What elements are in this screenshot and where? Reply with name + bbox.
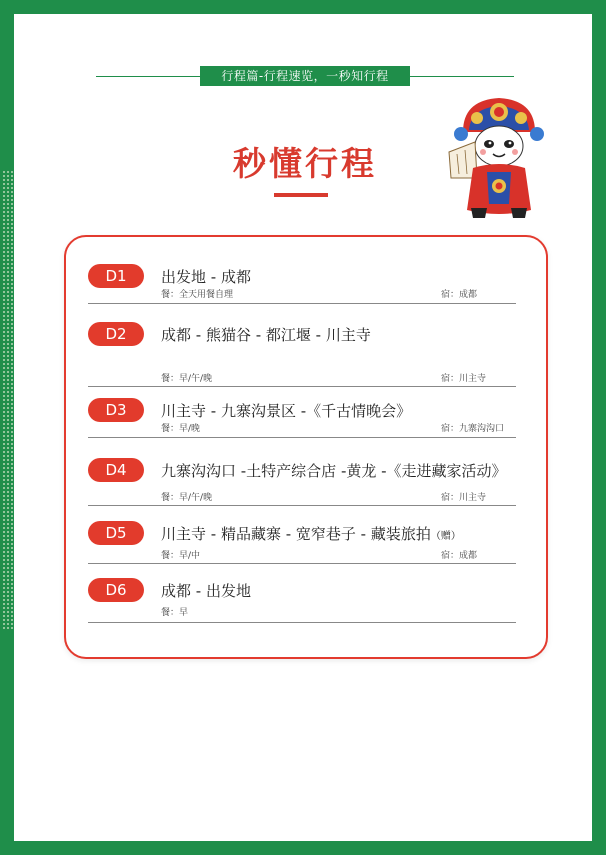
day-badge: D5 [88, 521, 144, 545]
page-title: 秒懂行程 [233, 144, 377, 183]
day-accommodation: 宿：九寨沟沟口 [441, 424, 505, 434]
day-divider [88, 303, 516, 304]
day-divider [88, 386, 516, 387]
sichuan-opera-mascot-illustration [443, 92, 555, 222]
day-accommodation: 宿：川主寺 [441, 374, 487, 384]
day-accommodation: 宿：成都 [441, 290, 478, 300]
day-badge: D6 [88, 578, 144, 602]
day-meals: 餐：全天用餐自理 [161, 290, 234, 300]
day-meals: 餐：早/午/晚 [161, 374, 213, 384]
day-route: 川主寺 - 九寨沟景区 -《千古情晚会》 [161, 402, 412, 420]
day-meals: 餐：早/中 [161, 551, 201, 561]
day-badge: D4 [88, 458, 144, 482]
day-route: 九寨沟沟口 -土特产综合店 -黄龙 -《走进藏家活动》 [161, 462, 507, 480]
day-accommodation: 宿：川主寺 [441, 493, 487, 503]
gift-note: （赠） [430, 531, 461, 542]
day-route: 川主寺 - 精品藏寨 - 宽窄巷子 - 藏装旅拍（赠） [161, 525, 461, 543]
day-badge: D2 [88, 322, 144, 346]
day-route: 成都 - 熊猫谷 - 都江堰 - 川主寺 [161, 326, 371, 344]
day-accommodation: 宿：成都 [441, 551, 478, 561]
day-badge: D3 [88, 398, 144, 422]
day-meals: 餐：早 [161, 608, 189, 618]
day-divider [88, 505, 516, 506]
ribbon-line-left [96, 76, 206, 77]
day-meals: 餐：早/晚 [161, 424, 201, 434]
day-divider [88, 622, 516, 623]
decorative-dot-pattern [2, 170, 14, 630]
day-route: 出发地 - 成都 [161, 268, 251, 286]
ribbon-line-right [404, 76, 514, 77]
day-badge: D1 [88, 264, 144, 288]
title-underline [274, 193, 328, 197]
day-divider [88, 563, 516, 564]
section-ribbon: 行程篇-行程速览，一秒知行程 [200, 66, 410, 86]
day-route: 成都 - 出发地 [161, 582, 251, 600]
day-meals: 餐：早/午/晚 [161, 493, 213, 503]
day-divider [88, 437, 516, 438]
